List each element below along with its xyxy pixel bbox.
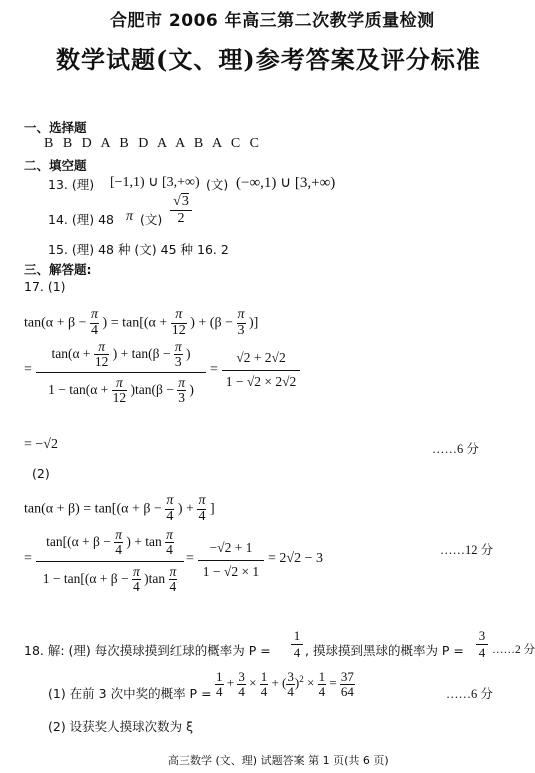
q14-wen-tag: (文) [140, 212, 163, 227]
frac-pi-3: $\frac{\pi}{3}$ [237, 307, 245, 338]
q17b-frac-den: 1 − tan[(α + β − $\frac{\pi}{4}$ )tan $\frac{\pi}{4}$ [42, 564, 177, 595]
q17-rfrac-num: √2 + 2√2 [236, 350, 286, 365]
page-footer: 高三数学 (文、理) 试题答案 第 1 页(共 6 页) [168, 754, 389, 767]
q17-frac-bar [36, 372, 206, 373]
q17-frac-num: tan(α + $\frac{\pi}{12}$ ) + tan(β − $\frac{\pi}{3}$ ) [51, 339, 191, 370]
eq-sign-2: = [210, 362, 218, 377]
l1-end: )] [249, 315, 259, 331]
q18-line1-a: 18. 解: (理) 每次摸球摸到红球的概率为 P = [24, 643, 271, 658]
q18-frac-1-4: 1 4 [291, 628, 303, 661]
q13-prefix: 13. (理) [48, 177, 95, 192]
eq-sign-3: = [24, 551, 32, 566]
q18-line1-b: , 摸球摸到黑球的概率为 P = [305, 643, 464, 658]
frac-pi-12: $\frac{\pi}{12}$ [171, 307, 186, 338]
q17b-frac-num: tan[(α + β − $\frac{\pi}{4}$ ) + tan $\frac{\pi}{4}$ [46, 527, 173, 558]
score-6-b: ……6 分 [446, 687, 493, 701]
score-2: ……2 分 [492, 644, 535, 656]
l1-mid: ) = tan[(α + [102, 315, 168, 331]
score-12: ……12 分 [440, 543, 494, 557]
q17b-frac-bar [36, 561, 184, 562]
section-fill-label: 二、填空题 [24, 158, 87, 173]
score-6-a: ……6 分 [432, 442, 479, 456]
section-solve-label: 三、解答题: [24, 262, 92, 277]
q15-line: 15. (理) 48 种 (文) 45 种 16. 2 [48, 242, 229, 257]
q13-wen-tag: (文) [206, 177, 229, 192]
frac-pi-4: $\frac{\pi}{4}$ [91, 307, 99, 338]
q17-label: 17. (1) [24, 279, 66, 294]
page-subtitle: 数学试题(文、理)参考答案及评分标准 [56, 45, 481, 74]
q17b-rfrac-den: 1 − √2 × 1 [202, 564, 260, 579]
page-title: 合肥市 2006 年高三第二次教学质量检测 [110, 11, 435, 31]
q17-line1 [24, 308, 258, 338]
eq-sign-4: = [186, 551, 194, 566]
q18-line2-expr: $\frac{1}{4}$ + $\frac{3}{4}$ × $\frac{1}{4}$ + ( $\frac{3}{4}$ )$^2$ × $\frac{1}{4}$ = $\frac{37}{64}$ [216, 669, 354, 699]
q18-line2-a: (1) 在前 3 次中奖的概率 P = [48, 686, 212, 701]
q14-den: 2 [177, 211, 185, 226]
q18-frac-3-4: 3 4 [476, 628, 488, 661]
q17-line3: tan(α + β) = tan[(α + β − $\frac{\pi}{4}$ ) + $\frac{\pi}{4}$ ] [24, 493, 215, 524]
q17-frac-den: 1 − tan(α + $\frac{\pi}{12}$ )tan(β − $\frac{\pi}{3}$ ) [48, 375, 194, 406]
q18-line3: (2) 设获奖人摸球次数为 ξ [48, 719, 194, 734]
q14-num: 3 [181, 194, 189, 209]
q17-rfrac-den: 1 − √2 × 2√2 [225, 374, 297, 389]
q17-rfrac-bar [222, 370, 300, 371]
eq-sign-1: = [24, 362, 32, 377]
choice-answers: B B D A B D A A B A C C [44, 136, 260, 151]
q13-wen-answer: (−∞,1) ∪ [3,+∞) [236, 175, 336, 191]
l1-mid2: ) + (β − [190, 315, 233, 331]
q17-result1: = −√2 [24, 437, 58, 452]
q13-li-answer: [−1,1) ∪ [3,+∞) [110, 175, 200, 190]
q14-prefix: 14. (理) 48 [48, 212, 114, 227]
q14-pi: π [126, 209, 134, 224]
q17-part2-label: (2) [32, 466, 50, 481]
l1-left: tan(α + β − [24, 315, 87, 331]
section-choice-label: 一、选择题 [24, 120, 87, 135]
q17b-rfrac-num: −√2 + 1 [209, 540, 253, 555]
q17b-rfrac-bar [198, 560, 264, 561]
q14-fraction: √3 2 [170, 194, 192, 227]
q17b-result: = 2√2 − 3 [268, 551, 323, 566]
